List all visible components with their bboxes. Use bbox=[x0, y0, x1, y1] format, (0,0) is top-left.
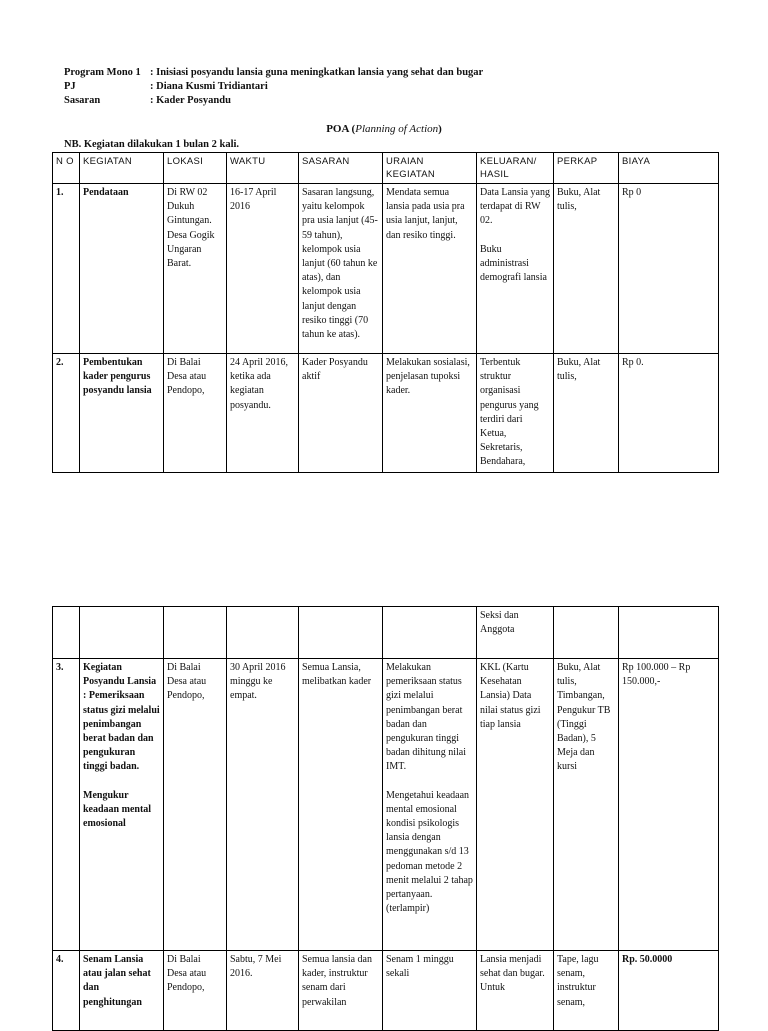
cell-no: 3. bbox=[53, 659, 80, 951]
cell-uraian: Melakukan pemeriksaan status gizi melalui penimbangan berat badan dan pengukuran tinggi badan dihitung nilai IMT. Mengetahui keadaan mental emosional kondisi psikologis lansia dengan menggunakan s/d 13 pedoman metode 2 menit melalui 2 tahap pertanyaan. (terlampir) bbox=[383, 659, 477, 951]
column-header: BIAYA bbox=[619, 153, 719, 184]
cell-perkap: Tape, lagu senam, instruktur senam, bbox=[554, 951, 619, 1031]
column-header: KEGIATAN bbox=[80, 153, 164, 184]
header-label: PJ bbox=[64, 81, 76, 92]
cell-sasaran: Semua Lansia, melibatkan kader bbox=[299, 659, 383, 951]
header-row-program bbox=[64, 66, 483, 80]
table-row bbox=[53, 659, 719, 951]
table-header-row bbox=[53, 153, 719, 184]
column-header: WAKTU bbox=[227, 153, 299, 184]
cell-sasaran: Semua lansia dan kader, instruktur senam dari perwakilan bbox=[299, 951, 383, 1031]
poa-table-page1 bbox=[52, 152, 719, 473]
cell-lokasi: Di Balai Desa atau Pendopo, bbox=[164, 659, 227, 951]
cell-kegiatan: Pendataan bbox=[80, 184, 164, 354]
cell-uraian: Senam 1 minggu sekali bbox=[383, 951, 477, 1031]
cell-kegiatan: Senam Lansia atau jalan sehat dan penghitungan bbox=[80, 951, 164, 1031]
cell-kegiatan: Kegiatan Posyandu Lansia : Pemeriksaan status gizi melalui penimbangan berat badan dan pengukuran tinggi badan. Mengukur keadaan mental emosional bbox=[80, 659, 164, 951]
cell-keluaran: KKL (Kartu Kesehatan Lansia) Data nilai status gizi tiap lansia bbox=[477, 659, 554, 951]
table-row-continuation bbox=[53, 607, 719, 659]
cell-biaya: Rp 0. bbox=[619, 354, 719, 473]
header-row-sasaran bbox=[64, 94, 231, 108]
column-header: LOKASI bbox=[164, 153, 227, 184]
cell-sasaran: Kader Posyandu aktif bbox=[299, 354, 383, 473]
cell-biaya: Rp 100.000 – Rp 150.000,- bbox=[619, 659, 719, 951]
cell-perkap: Buku, Alat tulis, bbox=[554, 184, 619, 354]
table-row bbox=[53, 354, 719, 473]
column-header: KELUARAN/ HASIL bbox=[477, 153, 554, 184]
cell-lokasi: Di RW 02 Dukuh Gintungan. Desa Gogik Ungaran Barat. bbox=[164, 184, 227, 354]
cell-lokasi: Di Balai Desa atau Pendopo, bbox=[164, 354, 227, 473]
cell-biaya: Rp. 50.0000 bbox=[619, 951, 719, 1031]
column-header: SASARAN bbox=[299, 153, 383, 184]
cell-keluaran: Seksi dan Anggota bbox=[477, 607, 554, 659]
header-value: : Kader Posyandu bbox=[150, 95, 231, 106]
cell-perkap: Buku, Alat tulis, bbox=[554, 354, 619, 473]
poa-table-page2 bbox=[52, 606, 719, 1031]
header-label: Sasaran bbox=[64, 95, 101, 106]
cell-uraian: Mendata semua lansia pada usia pra usia lanjut, lanjut, dan resiko tinggi. bbox=[383, 184, 477, 354]
cell-no: 1. bbox=[53, 184, 80, 354]
cell-waktu: 30 April 2016 minggu ke empat. bbox=[227, 659, 299, 951]
cell-lokasi: Di Balai Desa atau Pendopo, bbox=[164, 951, 227, 1031]
cell-keluaran: Lansia menjadi sehat dan bugar. Untuk bbox=[477, 951, 554, 1031]
cell-perkap: Buku, Alat tulis, Timbangan, Pengukur TB (Tinggi Badan), 5 Meja dan kursi bbox=[554, 659, 619, 951]
cell-biaya: Rp 0 bbox=[619, 184, 719, 354]
cell-waktu: 24 April 2016, ketika ada kegiatan posyandu. bbox=[227, 354, 299, 473]
header-label: Program Mono 1 bbox=[64, 67, 141, 78]
cell-no: 4. bbox=[53, 951, 80, 1031]
cell-uraian: Melakukan sosialasi, penjelasan tupoksi kader. bbox=[383, 354, 477, 473]
cell-keluaran: Data Lansia yang terdapat di RW 02. Buku administrasi demografi lansia bbox=[477, 184, 554, 354]
table-row bbox=[53, 184, 719, 354]
cell-waktu: 16-17 April 2016 bbox=[227, 184, 299, 354]
table-row bbox=[53, 951, 719, 1031]
header-value: : Inisiasi posyandu lansia guna meningkatkan lansia yang sehat dan bugar bbox=[150, 67, 484, 78]
cell-sasaran: Sasaran langsung, yaitu kelompok pra usia lanjut (45-59 tahun), kelompok usia lanjut (60 tahun ke atas), dan kelompok usia lanjut dengan resiko tinggi (70 tahun ke atas). bbox=[299, 184, 383, 354]
cell-waktu: Sabtu, 7 Mei 2016. bbox=[227, 951, 299, 1031]
cell-keluaran: Terbentuk struktur organisasi pengurus yang terdiri dari Ketua, Sekretaris, Bendahara, bbox=[477, 354, 554, 473]
schedule-note: NB. Kegiatan dilakukan 1 bulan 2 kali. bbox=[64, 139, 240, 150]
cell-no: 2. bbox=[53, 354, 80, 473]
document-title: POA (Planning of Action) bbox=[326, 123, 442, 135]
header-row-pj bbox=[64, 80, 268, 94]
column-header: PERKAP bbox=[554, 153, 619, 184]
header-value: : Diana Kusmi Tridiantari bbox=[150, 81, 268, 92]
column-header: N O bbox=[53, 153, 80, 184]
cell-kegiatan: Pembentukan kader pengurus posyandu lansia bbox=[80, 354, 164, 473]
column-header: URAIAN KEGIATAN bbox=[383, 153, 477, 184]
